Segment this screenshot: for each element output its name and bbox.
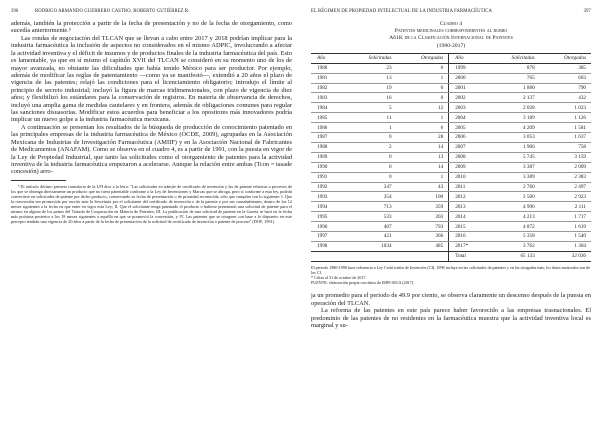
table-cell: 1 619 — [540, 222, 591, 232]
column-header: Otorgadas — [540, 53, 591, 63]
table-cell: 1997 — [311, 231, 343, 241]
table-row — [311, 103, 591, 113]
table-row — [311, 212, 591, 222]
paragraph: La reforma de las patentes en este país parece haber favorecido a las empresas trasnacionales. El predominio de las patentes de no residentes en la farmacéutica muestra que la actividad inventiva local es marginal y su- — [311, 307, 591, 330]
table-row — [311, 123, 591, 133]
table-title-line: A61K de la Clasificación Internacional de Patentes — [389, 35, 513, 42]
table-note: * Cifras al 31 de octubre de 2017. — [311, 275, 367, 281]
table-cell: 2013 — [449, 202, 487, 212]
table-cell: 203 — [397, 212, 449, 222]
table-cell: 2 009 — [540, 162, 591, 172]
table-cell: 0 — [343, 162, 396, 172]
table-cell: 1999 — [449, 63, 487, 73]
table-cell: 100 — [397, 192, 449, 202]
table-cell: 1991 — [311, 172, 343, 182]
table-cell: 2006 — [449, 133, 487, 143]
table-cell: 1990 — [311, 162, 343, 172]
table-cell: 13 — [397, 152, 449, 162]
table-cell: 13 — [343, 73, 396, 83]
table-cell: 0 — [343, 172, 396, 182]
table-cell: 1989 — [311, 152, 343, 162]
table-cell: 4 872 — [487, 222, 540, 232]
body-text — [11, 20, 292, 176]
table-cell: 6 — [397, 123, 449, 133]
table-cell: 878 — [487, 63, 540, 73]
table-label: Cuadro 4 — [439, 21, 463, 27]
table-cell: 1985 — [311, 113, 343, 123]
table-cell: 1982 — [311, 83, 343, 93]
table-cell: 4 213 — [487, 212, 540, 222]
table-cell: 3 159 — [540, 152, 591, 162]
table-cell: 1987 — [311, 133, 343, 143]
table-cell: 1984 — [311, 103, 343, 113]
table-cell: 3 389 — [487, 172, 540, 182]
table-cell: 43 — [397, 182, 449, 192]
table-cell: 14 — [397, 162, 449, 172]
table-cell: 1983 — [311, 93, 343, 103]
table-cell: 1 — [397, 73, 449, 83]
table-cell: 2003 — [449, 103, 487, 113]
table-cell: 2 028 — [487, 103, 540, 113]
paragraph: ja un promedio para el periodo de 49.9 por ciento, se observa claramente un descenso después de la puesta en operación del TLCAN. — [311, 292, 591, 307]
table-cell: 2011 — [449, 182, 487, 192]
table-cell: 2001 — [449, 83, 487, 93]
column-header: Solicitadas — [487, 53, 540, 63]
table-row — [311, 73, 591, 83]
table-cell: 0 — [343, 133, 396, 143]
table-cell: 3 387 — [487, 162, 540, 172]
table-cell: 19 — [343, 83, 396, 93]
table-cell: 1 637 — [540, 133, 591, 143]
table-notes — [311, 265, 591, 286]
table-row — [311, 172, 591, 182]
running-head-title: EL RÉGIMEN DE PROPIEDAD INTELECTUAL DE LA INDUSTRIA FARMACÉUTICA — [311, 9, 492, 14]
table-cell: 11 — [343, 113, 396, 123]
table-row — [311, 142, 591, 152]
table-cell: 2005 — [449, 123, 487, 133]
patents-table — [311, 53, 591, 262]
total-cell: Total — [449, 251, 487, 261]
table-cell: 4 209 — [487, 123, 540, 133]
column-header: Año — [311, 53, 343, 63]
column-header: Año — [449, 53, 487, 63]
table-cell: 2007 — [449, 142, 487, 152]
table-cell: 2004 — [449, 113, 487, 123]
table-cell: 1 906 — [487, 142, 540, 152]
table-cell: 2015 — [449, 222, 487, 232]
table-cell: 354 — [343, 192, 396, 202]
table-cell: 5 — [343, 103, 396, 113]
table-cell: 2 111 — [540, 202, 591, 212]
empty-cell — [397, 251, 449, 261]
table-row — [311, 192, 591, 202]
table-row — [311, 113, 591, 123]
page-number: 397 — [583, 9, 591, 14]
table-cell: 1981 — [311, 73, 343, 83]
table-title-line: Patentes medicinales correspondientes al rubro — [394, 28, 508, 35]
table-cell: 1993 — [311, 192, 343, 202]
table-row — [311, 222, 591, 232]
table-cell: 359 — [397, 202, 449, 212]
running-head-title: RODRIGO ARMANDO GUERRERO CASTRO, ROBERTO GUTIÉRREZ R. — [35, 9, 190, 14]
table-cell: 1 126 — [540, 113, 591, 123]
paragraph: A continuación se presentan los resultados de la búsqueda de producción de conocimiento patentado en las principales empresas de la industria farmacéutica de México (OCDE, 2009), agrupadas en la Asociación Mexicana de Industrias de Investigación Farmacéutica (AMIIF) y en la Asociación Nacional de Fabricantes de Medicamentos (ANAFAM). Como se observa en el cuadro 4, es a partir de 1991, con la puesta en vigor de la Ley de Propiedad Industrial, que tanto las solicitudes como el otorgamiento de patentes para la actividad inventiva de la industria farmacéutica empezaron a acelerarse. Aunque la relación entre ambas (Tcon = tasade concesión) arro- — [11, 123, 292, 176]
empty-cell — [311, 251, 343, 261]
table-cell: 2 923 — [540, 192, 591, 202]
table-cell: 2010 — [449, 172, 487, 182]
table-cell: 2002 — [449, 93, 487, 103]
table-cell: 1992 — [311, 182, 343, 192]
table-cell: 1988 — [311, 142, 343, 152]
table-cell: 2 497 — [540, 182, 591, 192]
table-cell: 533 — [343, 212, 396, 222]
table-body — [311, 63, 591, 261]
table-cell: 1 717 — [540, 212, 591, 222]
table-row — [311, 202, 591, 212]
table-cell: 0 — [397, 93, 449, 103]
footnote: ⁵ El artículo décimo primero transitorio de la LPI dice a la letra: "Las solicitudes en trámite de certificado de invención y las de patente relativas a procesos de los que se obtenga directamente un producto que no fuera patentable conforme a la Ley de Invenciones y Marcas que se abroga, pero sí conforme a esta ley, podrán convertirse en solicitudes de patente por dicho producto, conservando su fecha de presentación o de prioridad reconocida, sólo que cumplan con lo siguiente: I. Que la conversión sea promovida por escrito ante la Secretaría por el solicitante del certificado de invención o de la patente o por sus causahabientes, dentro de los 12 meses siguientes a la fecha en que entre en vigor esta Ley; II. Que el solicitante tenga patentado el producto o hubiese presentado una solicitud de patente para el mismo en alguno de los países del Tratado de Cooperación en Materia de Patentes; III. La publicación de una solicitud de patente en la Gaceta se hará en la fecha más próxima posterior a los 18 meses siguientes a aquélla en que se promovió la conversión, y IV. Las patentes que se otorguen con base a lo dispuesto en este precepto tendrán una vigencia de 20 años a partir de la fecha de presentación de la solicitud de certificado de invención o patente de proceso" (DOF, 1991). — [11, 183, 292, 225]
table-row — [311, 83, 591, 93]
table-row — [311, 152, 591, 162]
total-cell: 32 036 — [540, 251, 591, 261]
table-cell: 2016 — [449, 231, 487, 241]
column-header: Solicitadas — [343, 53, 396, 63]
table-total-row — [311, 251, 591, 261]
running-head — [311, 9, 591, 20]
table-cell: 793 — [397, 222, 449, 232]
table-cell: 0 — [397, 83, 449, 93]
table-cell: 23 — [343, 63, 396, 73]
table-cell: 1995 — [311, 212, 343, 222]
paragraph: Las rondas de negociación del TLCAN que se llevan a cabo entre 2017 y 2018 podrían implicar para la industria farmacéutica la inclusión de aspectos no considerados en el mismo ADPIC, involucrando a afectar la actividad inventiva y el déficit de insumos y de productos finales de la industria farmacéutica del país. Esto es lamentable, ya que en sí mismo el capítulo XVII del TLCAN se consideró en su momento uno de los de mayor avanzada, no obstante las dificultades que había tenido México para ser productor. Por ejemplo, además de modificar las reglas de patentamiento —como ya se manifestó—, extendió a 20 años el plazo de vigencia de las patentes; relajó las condiciones para el licenciamiento obligatorio; introdujo el límite al principio de secreto industrial; incluyó la figura de marcas tridimensionales, con plazo de vigencia de diez años; y flexibilizó los estándares para la conservación de registros. En materia de observancia de derechos, incluyó una amplia gama de medidas cautelares y en frontera, además de obligaciones comunes para regular las sanciones disuasorias. Modificar estos acuerdos para beneficiar a los opositores más innovadores podría implicar un nuevo golpe a la industria farmacéutica mexicana. — [11, 34, 292, 124]
table-cell: 5 745 — [487, 152, 540, 162]
table-cell: 2 383 — [540, 172, 591, 182]
table-cell: 0 — [343, 152, 396, 162]
total-cell: 65 133 — [487, 251, 540, 261]
table-row — [311, 133, 591, 143]
table-cell: 1 — [343, 123, 396, 133]
table-cell: 14 — [397, 142, 449, 152]
table-cell: 1 — [397, 172, 449, 182]
right-page — [300, 0, 600, 431]
table-cell: 12 — [397, 103, 449, 113]
table-cell: 1 880 — [487, 83, 540, 93]
table-cell: 2 — [343, 142, 396, 152]
table-cell: 347 — [343, 182, 396, 192]
table-cell: 790 — [540, 83, 591, 93]
table-cell: 2 500 — [487, 192, 540, 202]
table-row — [311, 63, 591, 73]
table-cell: 3 189 — [487, 113, 540, 123]
table-cell: 1994 — [311, 202, 343, 212]
table-caption — [311, 21, 591, 50]
table-cell: 1 — [397, 113, 449, 123]
table-cell: 2009 — [449, 162, 487, 172]
table-cell: 765 — [487, 73, 540, 83]
table-cell: 3 053 — [487, 133, 540, 143]
table-cell: 366 — [397, 231, 449, 241]
table-row — [311, 231, 591, 241]
table-cell: 2000 — [449, 73, 487, 83]
table-row — [311, 182, 591, 192]
table-cell: 1980 — [311, 63, 343, 73]
table-cell: 407 — [343, 222, 396, 232]
table-cell: 713 — [343, 202, 396, 212]
body-text — [311, 292, 591, 329]
table-cell: 3 762 — [487, 241, 540, 251]
table-cell: 4 996 — [487, 202, 540, 212]
paragraph: además, también la protección a partir de la fecha de presentación y no de la fecha de otorgamiento, como sucedía anteriormente.⁵ — [11, 20, 292, 35]
table-cell: 758 — [540, 142, 591, 152]
table-header-row — [311, 53, 591, 63]
table-row — [311, 162, 591, 172]
table-cell: 385 — [540, 63, 591, 73]
table-cell: 1986 — [311, 123, 343, 133]
table-cell: 421 — [343, 231, 396, 241]
table-cell: 5 358 — [487, 231, 540, 241]
table-note: El periodo 1980-1990 hace referencia a Ley Certificados de Invención (CI); 1998 incluye en las solicitudes de patentes y en las otorgadas más; los datos mostrados son de los CI. — [311, 264, 591, 275]
table-cell: 28 — [397, 133, 449, 143]
table-source: FUENTE: elaboración propia con datos de IMPI-SIGA (2017). — [311, 280, 415, 286]
table-cell: 1 581 — [540, 123, 591, 133]
table-cell: 2012 — [449, 192, 487, 202]
table-cell: 16 — [343, 93, 396, 103]
table-cell: 1 023 — [540, 103, 591, 113]
table-cell: 1 540 — [540, 231, 591, 241]
table-cell: 0 — [397, 63, 449, 73]
table-cell: 432 — [540, 93, 591, 103]
table-cell: 485 — [397, 241, 449, 251]
table-cell: 1998 — [311, 241, 343, 251]
table-cell: 1034 — [343, 241, 396, 251]
page-number: 396 — [11, 9, 19, 14]
table-row — [311, 241, 591, 251]
table-cell: 2014 — [449, 212, 487, 222]
table-cell: 2 760 — [487, 182, 540, 192]
table-years: (1980-2017) — [436, 42, 466, 49]
table-row — [311, 93, 591, 103]
table-cell: 2008 — [449, 152, 487, 162]
column-header: Otorgadas — [397, 53, 449, 63]
table-cell: 1996 — [311, 222, 343, 232]
table-cell: 2017* — [449, 241, 487, 251]
running-head — [11, 9, 292, 20]
empty-cell — [343, 251, 396, 261]
table-cell: 1 304 — [540, 241, 591, 251]
table-cell: 2 137 — [487, 93, 540, 103]
footnote-rule — [11, 180, 66, 181]
table-cell: 603 — [540, 73, 591, 83]
